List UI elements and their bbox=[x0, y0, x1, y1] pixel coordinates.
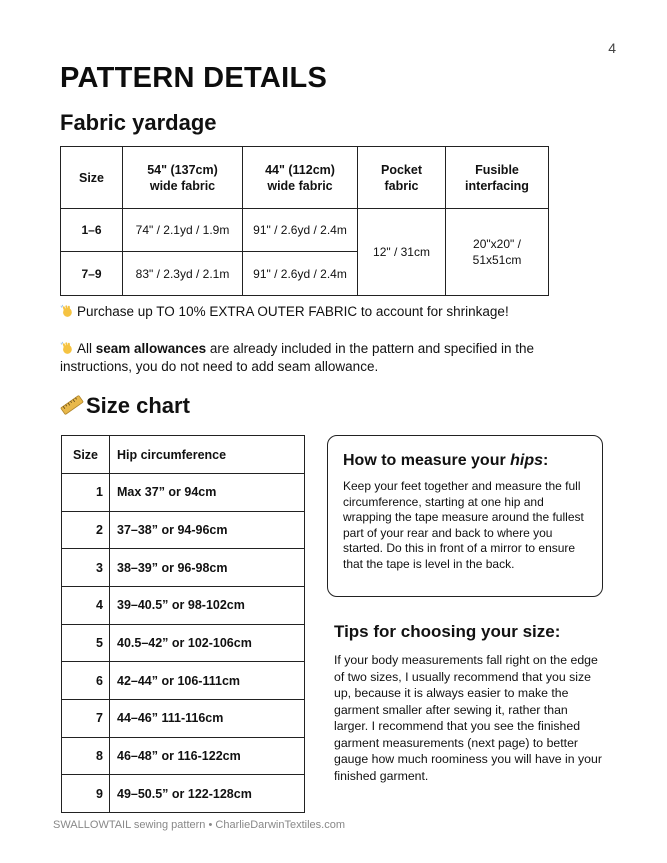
pocket-cell: 12" / 31cm bbox=[358, 209, 446, 296]
table-row bbox=[62, 775, 305, 813]
yardage-54-cell: 83" / 2.3yd / 2.1m bbox=[123, 252, 243, 296]
size-number: 3 bbox=[62, 549, 110, 587]
header-44-wide: 44" (112cm) wide fabric bbox=[243, 147, 358, 209]
hip-value: 39–40.5” or 98-102cm bbox=[110, 586, 305, 624]
waving-hand-icon bbox=[60, 341, 74, 355]
tips-body: If your body measurements fall right on the edge of two sizes, I usually recommend that you size up, because it is always easier to make the garment smaller after sewing it, rather than larger. I recommend that you see the finished garment measurements (next page) to better gauge how much roominess you will have in your finished garment. bbox=[334, 653, 602, 783]
header-size: Size bbox=[61, 147, 123, 209]
table-row bbox=[62, 549, 305, 587]
table-row bbox=[62, 737, 305, 775]
hip-value: 40.5–42” or 102-106cm bbox=[110, 624, 305, 662]
measure-hips-box bbox=[327, 435, 603, 597]
yardage-44-cell: 91" / 2.6yd / 2.4m bbox=[243, 209, 358, 252]
hip-value: 46–48” or 116-122cm bbox=[110, 737, 305, 775]
size-cell: 1–6 bbox=[61, 209, 123, 252]
size-number: 6 bbox=[62, 662, 110, 700]
page-number: 4 bbox=[608, 40, 616, 56]
size-number: 7 bbox=[62, 699, 110, 737]
header-54-wide: 54" (137cm) wide fabric bbox=[123, 147, 243, 209]
size-number: 5 bbox=[62, 624, 110, 662]
page-footer: SWALLOWTAIL sewing pattern • CharlieDarwinTextiles.com bbox=[53, 819, 345, 831]
size-chart-table bbox=[61, 435, 305, 813]
fabric-yardage-table bbox=[60, 146, 549, 296]
table-row bbox=[62, 586, 305, 624]
table-row bbox=[61, 209, 549, 252]
table-row bbox=[62, 699, 305, 737]
table-row bbox=[62, 511, 305, 549]
size-number: 8 bbox=[62, 737, 110, 775]
seam-allowance-note: All seam allowances are already included in the pattern and specified in the instructions, you do not need to add seam allowance. bbox=[60, 341, 535, 374]
size-chart-title: Size chart bbox=[60, 393, 190, 419]
size-number: 1 bbox=[62, 474, 110, 512]
table-row bbox=[62, 662, 305, 700]
hip-value: 37–38” or 94-96cm bbox=[110, 511, 305, 549]
fusible-cell: 20"x20" / 51x51cm bbox=[446, 209, 549, 296]
size-number: 4 bbox=[62, 586, 110, 624]
table-row bbox=[62, 474, 305, 512]
tips-title: Tips for choosing your size: bbox=[334, 622, 561, 641]
header-fusible: Fusible interfacing bbox=[446, 147, 549, 209]
table-header-row bbox=[62, 436, 305, 474]
header-size: Size bbox=[62, 436, 110, 474]
waving-hand-icon bbox=[60, 304, 74, 318]
measure-hips-body: Keep your feet together and measure the full circumference, starting at one hip and wrapping the tape measure around the fullest part of your rear and back to where you started. Do this in front of a mirror to ensure that the tape is level in the back. bbox=[343, 479, 584, 571]
size-number: 9 bbox=[62, 775, 110, 813]
yardage-44-cell: 91" / 2.6yd / 2.4m bbox=[243, 252, 358, 296]
header-hip: Hip circumference bbox=[110, 436, 305, 474]
hip-value: 44–46” 111-116cm bbox=[110, 699, 305, 737]
yardage-54-cell: 74" / 2.1yd / 1.9m bbox=[123, 209, 243, 252]
hip-value: 38–39” or 96-98cm bbox=[110, 549, 305, 587]
fabric-yardage-title: Fabric yardage bbox=[60, 110, 217, 135]
size-cell: 7–9 bbox=[61, 252, 123, 296]
hip-value: 42–44” or 106-111cm bbox=[110, 662, 305, 700]
header-pocket: Pocket fabric bbox=[358, 147, 446, 209]
table-row bbox=[62, 624, 305, 662]
page-title: PATTERN DETAILS bbox=[60, 62, 328, 94]
size-number: 2 bbox=[62, 511, 110, 549]
shrinkage-note: Purchase up TO 10% EXTRA OUTER FABRIC to account for shrinkage! bbox=[60, 303, 590, 321]
table-header-row bbox=[61, 147, 549, 209]
measure-hips-title: How to measure your hips: bbox=[343, 452, 549, 469]
ruler-icon bbox=[60, 393, 84, 417]
hip-value: Max 37” or 94cm bbox=[110, 474, 305, 512]
hip-value: 49–50.5” or 122-128cm bbox=[110, 775, 305, 813]
